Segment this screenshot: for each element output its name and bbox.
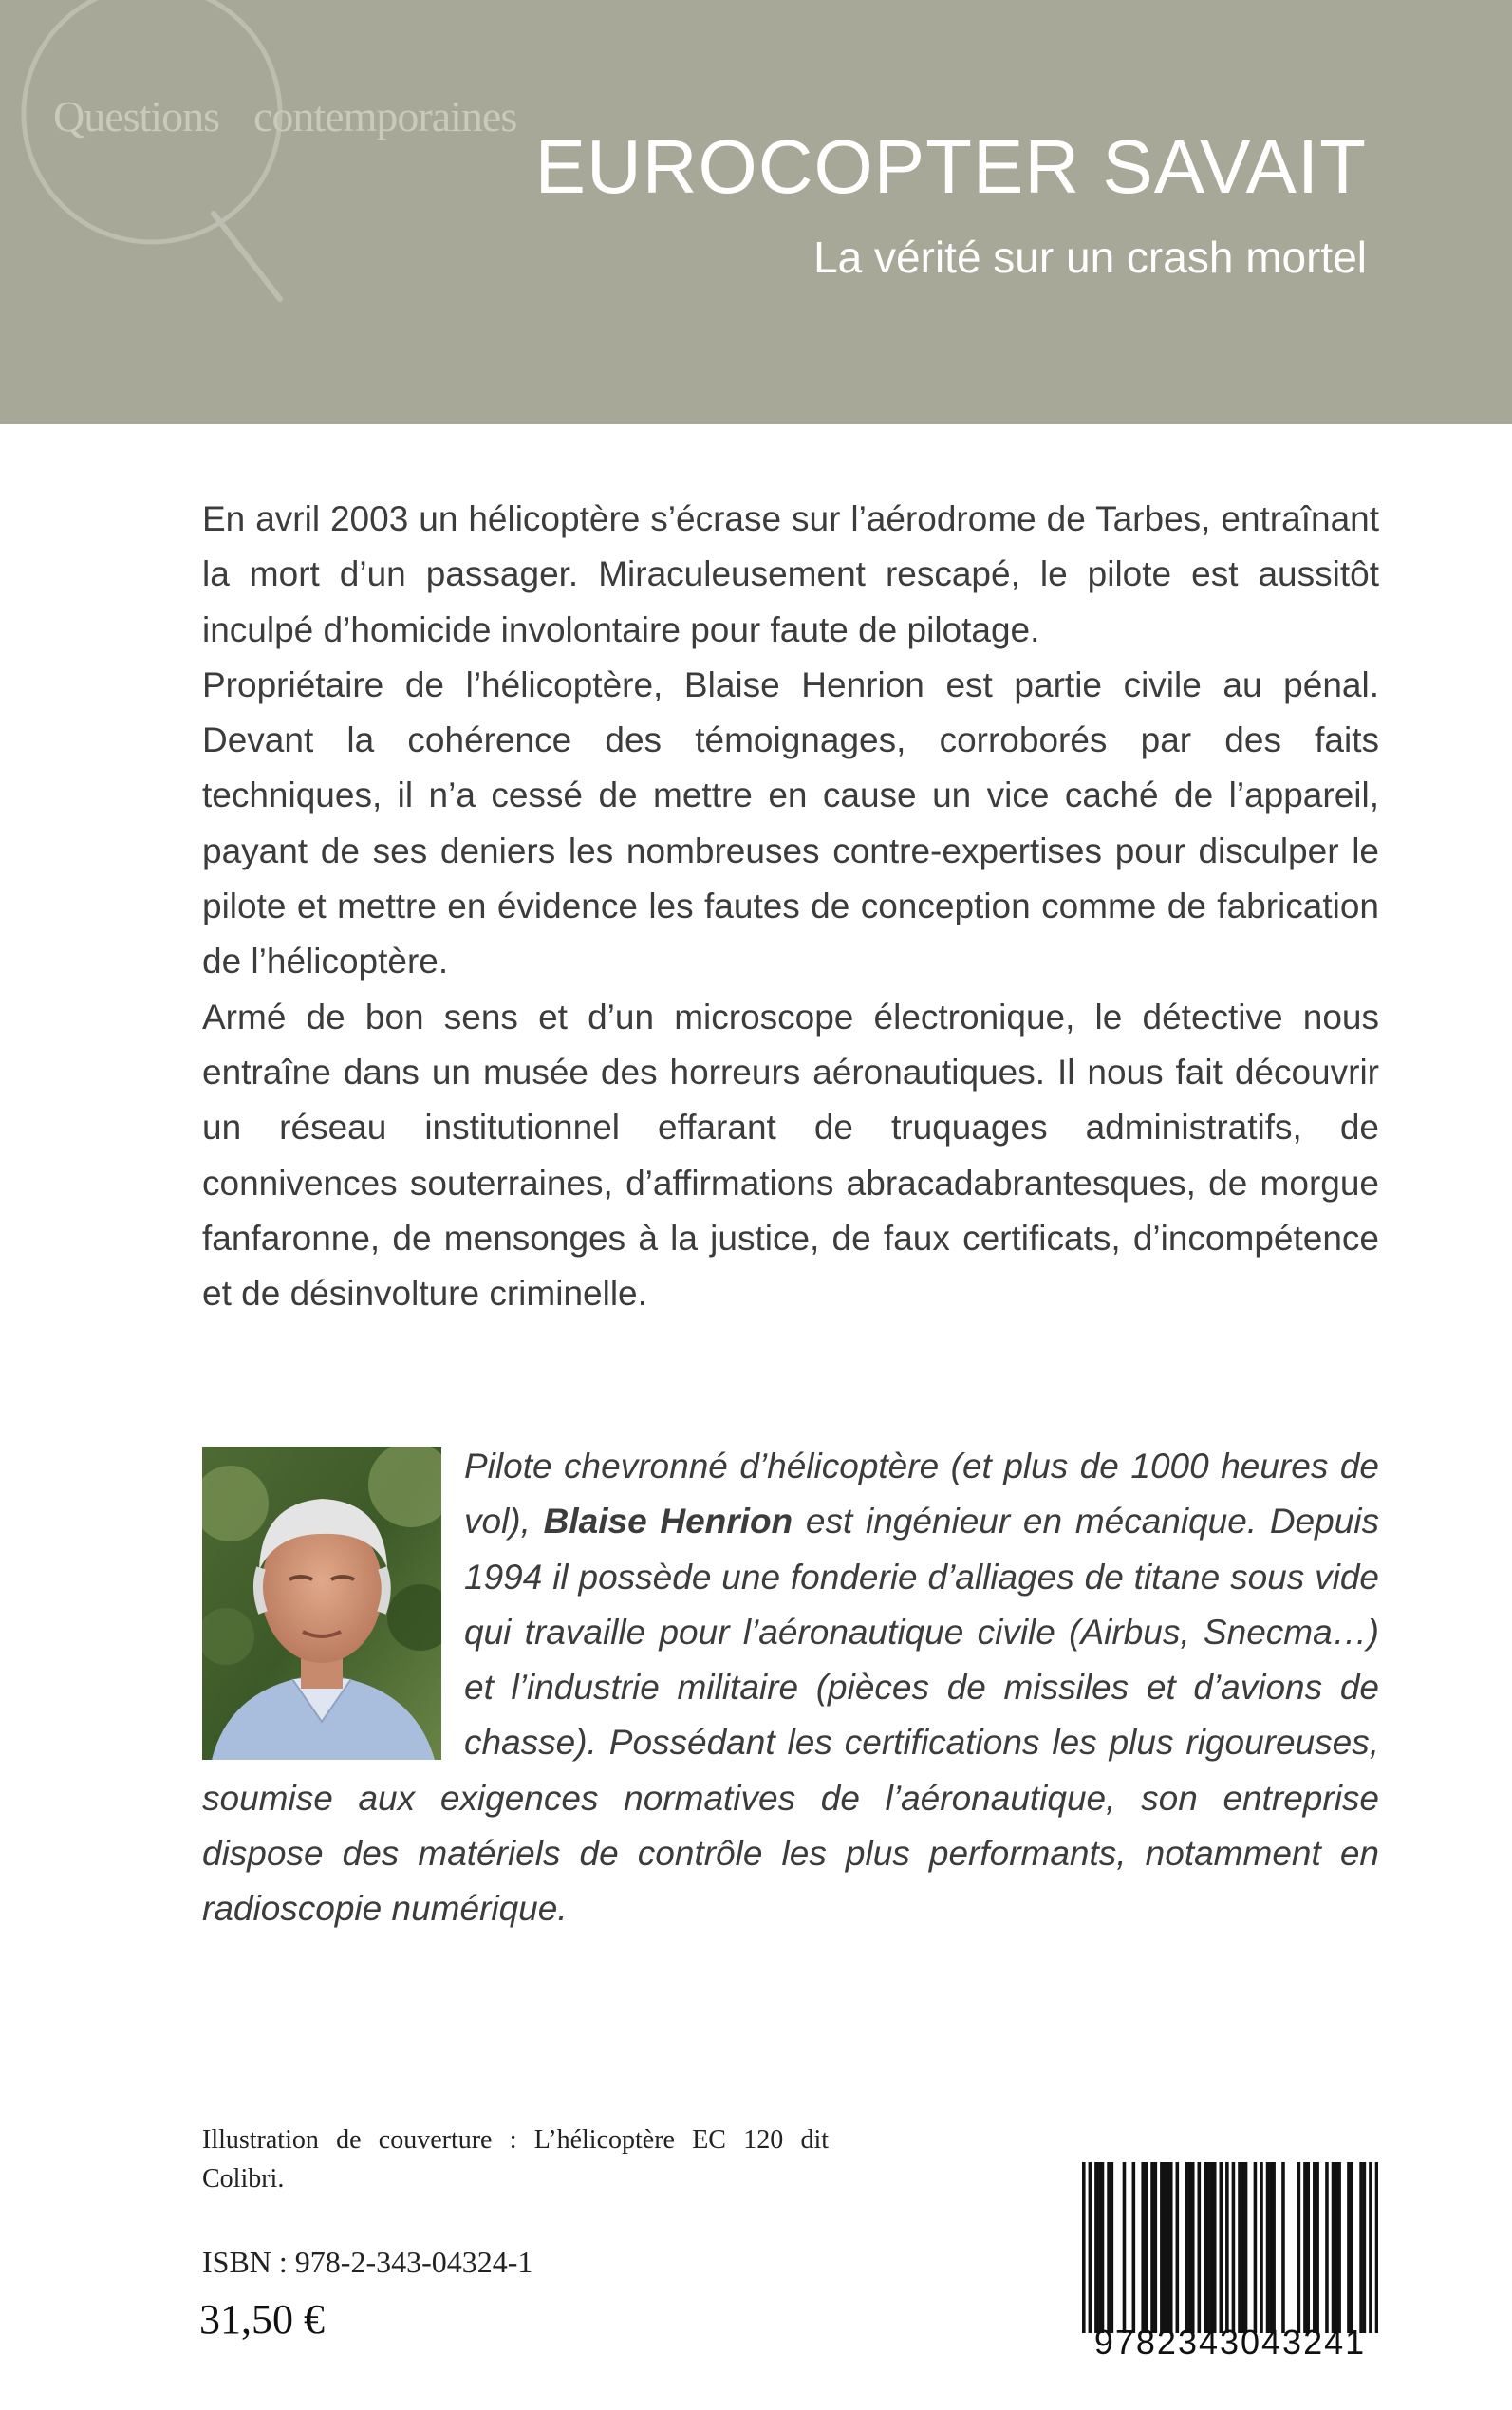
book-subtitle: La vérité sur un crash mortel: [813, 233, 1367, 282]
barcode-bar: [1347, 2162, 1351, 2333]
barcode-bar: [1225, 2162, 1229, 2333]
barcode-image: [1082, 2162, 1378, 2333]
book-summary: [202, 492, 1379, 1321]
collection-name-left: Questions: [53, 92, 219, 140]
barcode-bar: [1359, 2162, 1363, 2333]
barcode-bar: [1254, 2162, 1258, 2333]
barcode-bar: [1107, 2162, 1111, 2333]
illustration-credit: Illustration de couverture : L’hélicoptère EC 120 dit Colibri.: [202, 2125, 829, 2194]
cover-header: [0, 0, 1512, 424]
author-name: Blaise Henrion: [543, 1502, 793, 1541]
barcode-bar: [1260, 2162, 1263, 2333]
barcode-bar: [1150, 2162, 1154, 2333]
barcode-bar: [1089, 2162, 1092, 2333]
barcode-bar: [1141, 2162, 1145, 2333]
barcode-bar: [1303, 2162, 1307, 2333]
barcode-bar: [1363, 2162, 1367, 2333]
barcode-bar: [1160, 2162, 1164, 2333]
barcode-bar: [1269, 2162, 1273, 2333]
barcode-bar: [1325, 2162, 1329, 2333]
barcode-bar: [1350, 2162, 1353, 2333]
collection-q-logo: [9, 0, 294, 313]
summary-paragraph: Propriétaire de l’hélicoptère, Blaise Henrion est partie civile au pénal. Devant la cohérence des témoignages, corroborés par des faits techniques, il n’a cessé de mettre en cause un vice caché de l’appareil, payant de ses deniers les nombreuses contre-expertises pour disculper le pilote et mettre en évidence les fautes de conception comme de fabrication de l’hélicoptère.: [202, 664, 1379, 981]
barcode-bar: [1123, 2162, 1127, 2333]
summary-paragraph: Armé de bon sens et d’un microscope électronique, le détective nous entraîne dans un musée des horreurs aéronautiques. Il nous fait découvrir un réseau institutionnel effarant de truquages administratifs, de connivences souterraines, d’affirmations abracadabrantesques, de morgue fanfaronne, de mensonges à la justice, de faux certificats, d’incompétence et de désinvolture criminelle.: [202, 997, 1379, 1314]
barcode-bar: [1335, 2162, 1338, 2333]
barcode-bar: [1297, 2162, 1301, 2333]
barcode-bar: [1167, 2162, 1170, 2333]
barcode-bar: [1188, 2162, 1192, 2333]
barcode-bar: [1169, 2162, 1173, 2333]
barcode-bar: [1220, 2162, 1223, 2333]
author-portrait-image: [202, 1447, 441, 1760]
barcode-bar: [1313, 2162, 1316, 2333]
author-photo: [202, 1447, 441, 1760]
author-bio-intro: Pilote chevronné d’hélicoptère (et plus de 1000 heures de vol),: [464, 1447, 1379, 1541]
isbn-number: ISBN : 978-2-343-04324-1: [202, 2245, 533, 2279]
barcode-bar: [1185, 2162, 1188, 2333]
book-title: EUROCOPTER SAVAIT: [534, 124, 1367, 209]
barcode-bar: [1094, 2162, 1098, 2333]
barcode-bar: [1176, 2162, 1180, 2333]
barcode-bar: [1272, 2162, 1276, 2333]
barcode-bar: [1337, 2162, 1341, 2333]
barcode-bar: [1332, 2162, 1335, 2333]
barcode-bar: [1266, 2162, 1270, 2333]
barcode-bar: [1281, 2162, 1285, 2333]
barcode-bar: [1097, 2162, 1101, 2333]
barcode-bar: [1082, 2162, 1086, 2333]
collection-name: [53, 91, 516, 141]
collection-name-right: contemporaines: [253, 92, 517, 140]
barcode-bar: [1238, 2162, 1241, 2333]
barcode-bar: [1198, 2162, 1202, 2333]
barcode-bar: [1375, 2162, 1378, 2333]
barcode-bar: [1204, 2162, 1207, 2333]
barcode-bar: [1244, 2162, 1248, 2333]
barcode-bar: [1101, 2162, 1105, 2333]
barcode-bar: [1241, 2162, 1244, 2333]
barcode-bar: [1369, 2162, 1372, 2333]
barcode-bar: [1206, 2162, 1210, 2333]
book-price: 31,50 €: [199, 2296, 325, 2343]
barcode-bar: [1232, 2162, 1236, 2333]
barcode-bar: [1132, 2162, 1136, 2333]
barcode-digits: 9782343043241: [1093, 2323, 1367, 2362]
barcode-bar: [1210, 2162, 1214, 2333]
barcode-bar: [1154, 2162, 1158, 2333]
barcode-bar: [1163, 2162, 1167, 2333]
barcode-bar: [1111, 2162, 1114, 2333]
barcode-bar: [1213, 2162, 1217, 2333]
barcode-bar: [1145, 2162, 1148, 2333]
barcode-bar: [1316, 2162, 1319, 2333]
author-bio-rest: est ingénieur en mécanique. Depuis 1994 il possède une fonderie d’alliages de titane sous vide qui travaille pour l’aéronautique civile (Airbus, Snecma…) et l’industrie militaire (pièces de missiles et d’avions de chasse). Possédant les certifications les plus rigoureuses, soumise aux exigences normatives de l’aéronautique, son entreprise dispose des matériels de contrôle les plus performants, notamment en radioscopie numérique.: [202, 1502, 1380, 1929]
summary-paragraph: En avril 2003 un hélicoptère s’écrase sur l’aérodrome de Tarbes, entraînant la mort d’un passager. Miraculeusement rescapé, le pilote est aussitôt inculpé d’homicide involontaire pour faute de pilotage.: [202, 499, 1379, 649]
author-bio-block: [202, 1439, 1379, 1937]
barcode-bar: [1191, 2162, 1195, 2333]
barcode-bar: [1306, 2162, 1310, 2333]
